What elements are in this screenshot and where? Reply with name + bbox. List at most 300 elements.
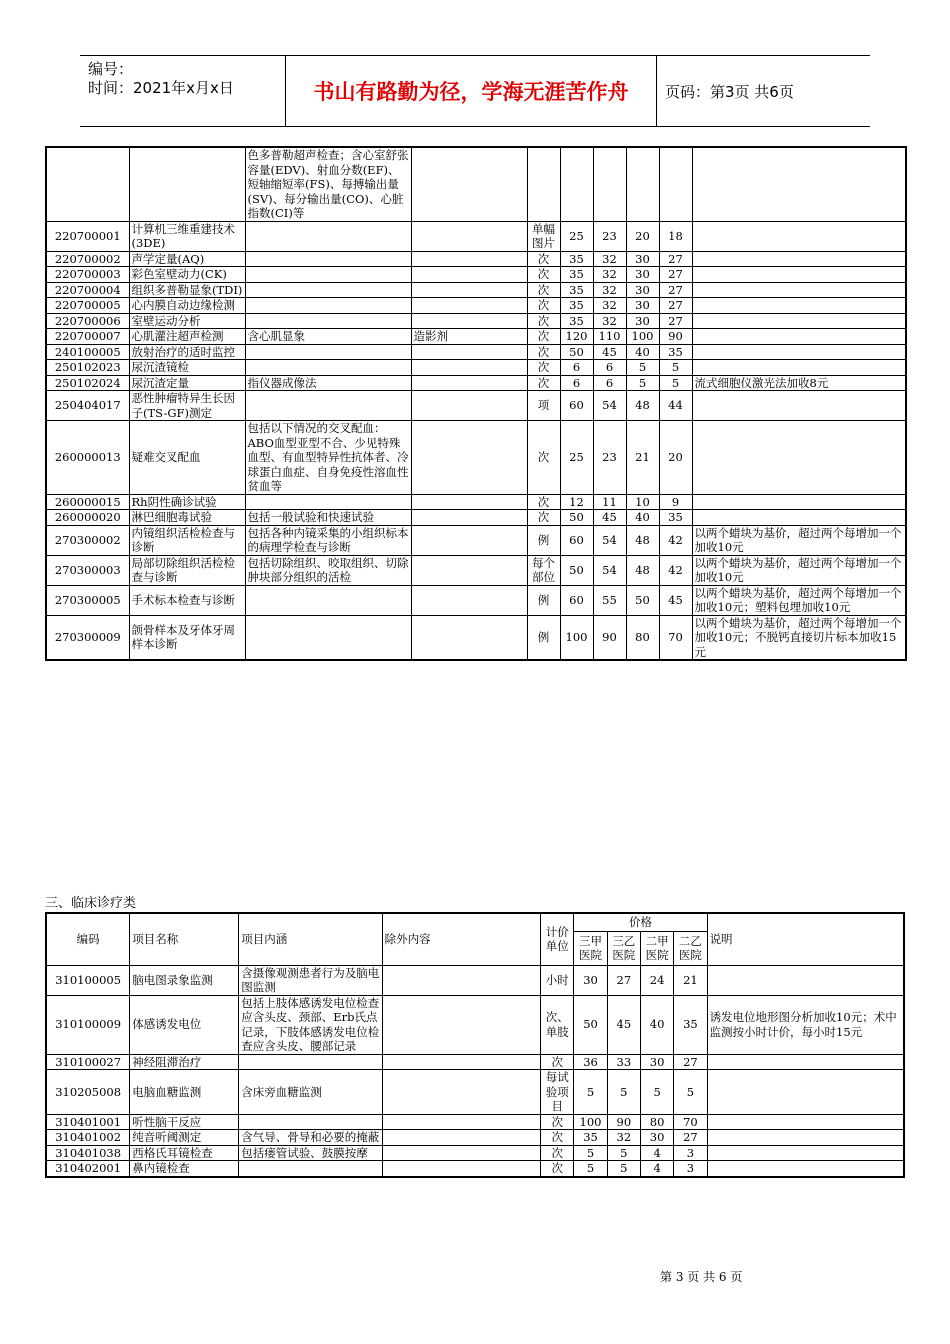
cell-price-grade4: 45: [659, 585, 692, 615]
cell-code: 220700007: [46, 329, 129, 345]
cell-price-grade1: 25: [560, 421, 593, 495]
cell-price-grade3: 50: [626, 585, 659, 615]
cell-unit: 次: [527, 421, 560, 495]
header-price-grade3: 二甲医院: [640, 931, 673, 965]
table-row: [46, 1070, 904, 1115]
cell-unit: 小时: [541, 965, 574, 995]
cell-name: 电脑血糖监测: [130, 1070, 239, 1115]
cell-price-grade2: 5: [607, 1161, 640, 1177]
cell-unit: 次: [527, 494, 560, 510]
cell-price-grade3: 80: [626, 615, 659, 660]
cell-unit: [527, 147, 560, 221]
cell-unit: 次: [541, 1054, 574, 1070]
cell-price-grade1: 5: [574, 1161, 607, 1177]
fee-table-clinical: [45, 912, 905, 1178]
cell-price-grade1: 35: [560, 251, 593, 267]
cell-price-grade2: 54: [593, 555, 626, 585]
cell-price-grade3: 48: [626, 391, 659, 421]
cell-price-grade1: 5: [574, 1145, 607, 1161]
cell-price-grade2: 32: [593, 298, 626, 314]
cell-price-grade4: 9: [659, 494, 692, 510]
cell-unit: 次: [541, 1161, 574, 1177]
cell-note: [707, 1130, 904, 1146]
cell-name: 神经阻滞治疗: [130, 1054, 239, 1070]
cell-price-grade2: 110: [593, 329, 626, 345]
cell-name: 放射治疗的适时监控: [129, 344, 245, 360]
cell-price-grade2: 32: [593, 267, 626, 283]
cell-price-grade4: 5: [659, 360, 692, 376]
cell-price-grade1: 36: [574, 1054, 607, 1070]
cell-exclusions: [411, 298, 527, 314]
cell-price-grade1: 50: [560, 510, 593, 526]
cell-exclusions: [411, 615, 527, 660]
cell-exclusions: [382, 1070, 540, 1115]
header-unit: 计价单位: [541, 913, 574, 965]
cell-price-grade3: [626, 147, 659, 221]
table-row: [46, 251, 906, 267]
table-row: [46, 313, 906, 329]
cell-price-grade4: 90: [659, 329, 692, 345]
table-header-row: [46, 913, 904, 931]
cell-price-grade4: 3: [674, 1145, 707, 1161]
cell-code: 270300005: [46, 585, 129, 615]
cell-price-grade1: 35: [574, 1130, 607, 1146]
cell-price-grade1: 12: [560, 494, 593, 510]
cell-unit: 次: [527, 282, 560, 298]
cell-code: 250102023: [46, 360, 129, 376]
cell-name: 恶性肿瘤特异生长因子(TS-GF)测定: [129, 391, 245, 421]
cell-note: [692, 282, 906, 298]
table-row: [46, 494, 906, 510]
cell-price-grade2: 23: [593, 421, 626, 495]
table-row: [46, 221, 906, 251]
cell-exclusions: [382, 995, 540, 1054]
cell-content: 指仪器成像法: [245, 375, 411, 391]
cell-note: [692, 251, 906, 267]
cell-note: 以两个蜡块为基价，超过两个每增加一个加收10元；塑料包埋加收10元: [692, 585, 906, 615]
header-price-grade1: 三甲医院: [574, 931, 607, 965]
cell-note: [692, 147, 906, 221]
cell-exclusions: [411, 510, 527, 526]
cell-price-grade2: 32: [593, 251, 626, 267]
cell-unit: 次: [527, 360, 560, 376]
cell-price-grade2: 6: [593, 375, 626, 391]
cell-unit: 次: [541, 1130, 574, 1146]
table-row: [46, 965, 904, 995]
cell-name: 心肌灌注超声检测: [129, 329, 245, 345]
cell-exclusions: [411, 375, 527, 391]
cell-exclusions: [411, 313, 527, 329]
cell-price-grade3: 10: [626, 494, 659, 510]
cell-name: 局部切除组织活检检查与诊断: [129, 555, 245, 585]
cell-price-grade2: 6: [593, 360, 626, 376]
cell-content: [245, 298, 411, 314]
cell-price-grade3: 30: [626, 267, 659, 283]
cell-content: 包括切除组织、咬取组织、切除肿块部分组织的活检: [245, 555, 411, 585]
section-title: 三、临床诊疗类: [45, 896, 137, 911]
cell-unit: 例: [527, 585, 560, 615]
table-row: [46, 995, 904, 1054]
cell-unit: 单幅图片: [527, 221, 560, 251]
cell-price-grade4: 27: [659, 267, 692, 283]
cell-note: [692, 344, 906, 360]
cell-note: [707, 1070, 904, 1115]
cell-name: 西格氏耳镜检查: [130, 1145, 239, 1161]
table-row: [46, 555, 906, 585]
cell-note: [692, 360, 906, 376]
cell-code: 310100005: [46, 965, 130, 995]
cell-unit: 例: [527, 615, 560, 660]
cell-price-grade3: 24: [640, 965, 673, 995]
cell-unit: 每个部位: [527, 555, 560, 585]
cell-exclusions: [382, 1161, 540, 1177]
cell-price-grade4: 18: [659, 221, 692, 251]
cell-price-grade4: 5: [674, 1070, 707, 1115]
cell-content: 含摄像观测患者行为及脑电图监测: [239, 965, 382, 995]
cell-note: [692, 313, 906, 329]
table-row: [46, 1145, 904, 1161]
table-row: [46, 525, 906, 555]
cell-price-grade2: 45: [593, 510, 626, 526]
cell-price-grade2: 23: [593, 221, 626, 251]
cell-code: 240100005: [46, 344, 129, 360]
cell-exclusions: [411, 251, 527, 267]
cell-price-grade3: 21: [626, 421, 659, 495]
cell-price-grade1: 100: [560, 615, 593, 660]
cell-price-grade4: 44: [659, 391, 692, 421]
cell-content: [239, 1054, 382, 1070]
cell-price-grade1: 5: [574, 1070, 607, 1115]
cell-unit: 例: [527, 525, 560, 555]
table-row: [46, 510, 906, 526]
cell-exclusions: [411, 585, 527, 615]
cell-price-grade2: 11: [593, 494, 626, 510]
table-row: [46, 421, 906, 495]
cell-note: [692, 267, 906, 283]
cell-code: 270300003: [46, 555, 129, 585]
cell-price-grade1: 50: [574, 995, 607, 1054]
cell-price-grade4: 70: [674, 1114, 707, 1130]
cell-price-grade2: 5: [607, 1145, 640, 1161]
cell-price-grade1: 60: [560, 525, 593, 555]
cell-unit: 次: [527, 375, 560, 391]
cell-price-grade1: [560, 147, 593, 221]
header-motto: 书山有路勤为径，学海无涯苦作舟: [285, 56, 657, 126]
cell-price-grade3: 5: [626, 375, 659, 391]
cell-price-grade2: 55: [593, 585, 626, 615]
cell-unit: 次: [527, 344, 560, 360]
cell-note: 流式细胞仪激光法加收8元: [692, 375, 906, 391]
table-row: [46, 360, 906, 376]
cell-price-grade4: 27: [659, 313, 692, 329]
cell-content: [245, 360, 411, 376]
cell-content: [239, 1114, 382, 1130]
cell-note: [692, 329, 906, 345]
cell-code: 250102024: [46, 375, 129, 391]
cell-price-grade3: 5: [626, 360, 659, 376]
cell-price-grade3: 40: [626, 510, 659, 526]
cell-price-grade1: 120: [560, 329, 593, 345]
header-content: 项目内涵: [239, 913, 382, 965]
cell-price-grade2: [593, 147, 626, 221]
cell-unit: 次: [527, 298, 560, 314]
cell-price-grade1: 6: [560, 360, 593, 376]
cell-exclusions: [382, 1114, 540, 1130]
cell-price-grade1: 60: [560, 391, 593, 421]
cell-exclusions: [382, 965, 540, 995]
cell-exclusions: [411, 525, 527, 555]
cell-content: 包括各种内镜采集的小组织标本的病理学检查与诊断: [245, 525, 411, 555]
cell-note: [707, 1114, 904, 1130]
cell-content: [245, 251, 411, 267]
cell-price-grade4: 5: [659, 375, 692, 391]
cell-price-grade1: 50: [560, 555, 593, 585]
header-name: 项目名称: [130, 913, 239, 965]
cell-note: [692, 510, 906, 526]
cell-content: [245, 344, 411, 360]
cell-note: [707, 1054, 904, 1070]
cell-exclusions: [411, 147, 527, 221]
cell-price-grade3: 30: [626, 251, 659, 267]
cell-content: 包括以下情况的交叉配血：ABO血型亚型不合、少见特殊血型、有血型特异性抗体者、冷球蛋白血症、自身免疫性溶血性贫血等: [245, 421, 411, 495]
header-note: 说明: [707, 913, 904, 965]
cell-note: [692, 391, 906, 421]
cell-price-grade4: 27: [674, 1130, 707, 1146]
cell-content: [245, 221, 411, 251]
table-row: [46, 1114, 904, 1130]
cell-price-grade1: 35: [560, 313, 593, 329]
cell-unit: 每试验项目: [541, 1070, 574, 1115]
cell-unit: 项: [527, 391, 560, 421]
cell-price-grade4: 42: [659, 525, 692, 555]
cell-exclusions: [382, 1054, 540, 1070]
cell-name: Rh阴性确诊试验: [129, 494, 245, 510]
cell-name: 纯音听阈测定: [130, 1130, 239, 1146]
header-exclusions: 除外内容: [382, 913, 540, 965]
cell-price-grade3: 40: [640, 995, 673, 1054]
cell-note: 以两个蜡块为基价，超过两个每增加一个加收10元: [692, 555, 906, 585]
cell-price-grade3: 4: [640, 1145, 673, 1161]
cell-price-grade3: 30: [640, 1130, 673, 1146]
cell-code: 310100009: [46, 995, 130, 1054]
cell-price-grade3: 100: [626, 329, 659, 345]
cell-content: 含心肌显象: [245, 329, 411, 345]
table-row: [46, 282, 906, 298]
cell-code: 310401038: [46, 1145, 130, 1161]
cell-code: 310402001: [46, 1161, 130, 1177]
cell-price-grade1: 50: [560, 344, 593, 360]
cell-content: [245, 615, 411, 660]
cell-content: [245, 313, 411, 329]
cell-code: 220700006: [46, 313, 129, 329]
cell-content: [239, 1161, 382, 1177]
cell-name: 内镜组织活检检查与诊断: [129, 525, 245, 555]
cell-unit: 次: [527, 313, 560, 329]
cell-code: 220700005: [46, 298, 129, 314]
cell-code: 310401001: [46, 1114, 130, 1130]
cell-code: 270300002: [46, 525, 129, 555]
cell-price-grade2: 32: [593, 282, 626, 298]
cell-price-grade3: 4: [640, 1161, 673, 1177]
cell-name: 听性脑干反应: [130, 1114, 239, 1130]
cell-code: 310205008: [46, 1070, 130, 1115]
cell-content: 含床旁血糖监测: [239, 1070, 382, 1115]
cell-price-grade2: 90: [607, 1114, 640, 1130]
cell-price-grade1: 60: [560, 585, 593, 615]
cell-price-grade3: 30: [626, 282, 659, 298]
cell-code: [46, 147, 129, 221]
cell-price-grade1: 100: [574, 1114, 607, 1130]
cell-exclusions: [411, 344, 527, 360]
cell-price-grade2: 45: [607, 995, 640, 1054]
cell-name: 尿沉渣定量: [129, 375, 245, 391]
cell-price-grade3: 40: [626, 344, 659, 360]
header-price: 价格: [574, 913, 707, 931]
fee-table-upper: [45, 146, 907, 661]
cell-price-grade1: 25: [560, 221, 593, 251]
cell-unit: 次: [527, 329, 560, 345]
cell-price-grade1: 35: [560, 282, 593, 298]
cell-name: 鼻内镜检查: [130, 1161, 239, 1177]
header-code: 编码: [46, 913, 130, 965]
cell-price-grade2: 27: [607, 965, 640, 995]
cell-code: 220700003: [46, 267, 129, 283]
cell-price-grade2: 32: [593, 313, 626, 329]
cell-note: [707, 1145, 904, 1161]
cell-content: 包括瘘管试验、鼓膜按摩: [239, 1145, 382, 1161]
cell-price-grade3: 30: [626, 313, 659, 329]
cell-price-grade3: 20: [626, 221, 659, 251]
table-row: [46, 1161, 904, 1177]
cell-name: 声学定量(AQ): [129, 251, 245, 267]
cell-price-grade3: 80: [640, 1114, 673, 1130]
cell-name: [129, 147, 245, 221]
cell-price-grade2: 54: [593, 525, 626, 555]
cell-note: 以两个蜡块为基价，超过两个每增加一个加收10元；不脱钙直接切片标本加收15元: [692, 615, 906, 660]
cell-exclusions: [382, 1130, 540, 1146]
cell-code: 270300009: [46, 615, 129, 660]
cell-code: 310100027: [46, 1054, 130, 1070]
cell-name: 体感诱发电位: [130, 995, 239, 1054]
cell-content: [245, 391, 411, 421]
cell-name: 计算机三维重建技术(3DE): [129, 221, 245, 251]
cell-exclusions: [411, 267, 527, 283]
cell-note: 诱发电位地形图分析加收10元；术中监测按小时计价，每小时15元: [707, 995, 904, 1054]
cell-name: 组织多普勒显象(TDI): [129, 282, 245, 298]
cell-exclusions: 造影剂: [411, 329, 527, 345]
cell-price-grade4: 35: [674, 995, 707, 1054]
cell-price-grade1: 30: [574, 965, 607, 995]
cell-price-grade1: 35: [560, 298, 593, 314]
cell-price-grade3: 30: [626, 298, 659, 314]
cell-content: 包括上肢体感诱发电位检查应含头皮、颈部、Erb氏点记录，下肢体感诱发电位检查应含头皮、腰部记录: [239, 995, 382, 1054]
cell-exclusions: [411, 494, 527, 510]
cell-note: [692, 221, 906, 251]
cell-price-grade2: 33: [607, 1054, 640, 1070]
cell-unit: 次: [541, 1145, 574, 1161]
cell-name: 疑难交叉配血: [129, 421, 245, 495]
cell-price-grade2: 90: [593, 615, 626, 660]
table-row: [46, 344, 906, 360]
cell-code: 260000015: [46, 494, 129, 510]
table-row: [46, 375, 906, 391]
header-price-grade2: 三乙医院: [607, 931, 640, 965]
cell-name: 彩色室壁动力(CK): [129, 267, 245, 283]
cell-content: 色多普勒超声检查；含心室舒张容量(EDV)、射血分数(EF)、短轴缩短率(FS)、每搏输出量(SV)、每分输出量(CO)、心脏指数(CI)等: [245, 147, 411, 221]
cell-content: [245, 494, 411, 510]
cell-content: [245, 282, 411, 298]
time-label: 时间：2021年x月x日: [88, 79, 234, 97]
cell-price-grade4: 27: [659, 251, 692, 267]
table-row: [46, 267, 906, 283]
header-page-info: 页码：第3页 共6页: [665, 82, 794, 101]
cell-content: 包括一般试验和快速试验: [245, 510, 411, 526]
cell-exclusions: [411, 421, 527, 495]
cell-exclusions: [411, 282, 527, 298]
cell-note: [707, 1161, 904, 1177]
cell-price-grade4: 27: [674, 1054, 707, 1070]
table-row: [46, 585, 906, 615]
table-row: [46, 1054, 904, 1070]
cell-name: 室壁运动分析: [129, 313, 245, 329]
cell-exclusions: [411, 360, 527, 376]
cell-note: [692, 494, 906, 510]
cell-unit: 次: [527, 267, 560, 283]
table-row: [46, 391, 906, 421]
cell-price-grade2: 32: [607, 1130, 640, 1146]
cell-price-grade4: [659, 147, 692, 221]
cell-unit: 次: [541, 1114, 574, 1130]
table-row: [46, 329, 906, 345]
cell-price-grade4: 35: [659, 510, 692, 526]
cell-code: 220700002: [46, 251, 129, 267]
cell-code: 220700001: [46, 221, 129, 251]
cell-price-grade4: 42: [659, 555, 692, 585]
header-price-grade4: 二乙医院: [674, 931, 707, 965]
page-footer: 第 3 页 共 6 页: [660, 1270, 743, 1284]
cell-exclusions: [382, 1145, 540, 1161]
cell-content: [245, 267, 411, 283]
cell-exclusions: [411, 555, 527, 585]
table-row: [46, 147, 906, 221]
cell-code: 260000013: [46, 421, 129, 495]
cell-note: [707, 965, 904, 995]
cell-name: 颌骨样本及牙体牙周样本诊断: [129, 615, 245, 660]
cell-price-grade4: 21: [674, 965, 707, 995]
cell-name: 尿沉渣镜检: [129, 360, 245, 376]
cell-unit: 次: [527, 510, 560, 526]
number-label: 编号：: [88, 60, 134, 78]
cell-code: 310401002: [46, 1130, 130, 1146]
cell-price-grade4: 35: [659, 344, 692, 360]
cell-price-grade1: 35: [560, 267, 593, 283]
cell-price-grade2: 54: [593, 391, 626, 421]
cell-price-grade2: 45: [593, 344, 626, 360]
cell-code: 220700004: [46, 282, 129, 298]
table-row: [46, 298, 906, 314]
cell-price-grade4: 3: [674, 1161, 707, 1177]
cell-price-grade1: 6: [560, 375, 593, 391]
cell-price-grade4: 27: [659, 282, 692, 298]
cell-price-grade2: 5: [607, 1070, 640, 1115]
cell-price-grade3: 5: [640, 1070, 673, 1115]
cell-price-grade4: 27: [659, 298, 692, 314]
cell-price-grade3: 48: [626, 525, 659, 555]
cell-price-grade3: 30: [640, 1054, 673, 1070]
cell-content: 含气导、骨导和必要的掩蔽: [239, 1130, 382, 1146]
table-row: [46, 1130, 904, 1146]
cell-name: 脑电图录象监测: [130, 965, 239, 995]
